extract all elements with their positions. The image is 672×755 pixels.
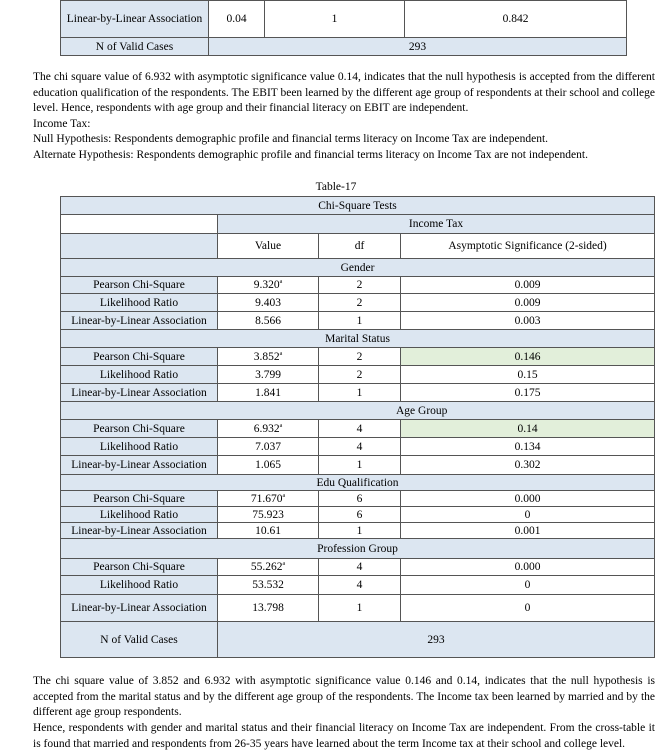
table-row: [61, 595, 655, 622]
interpretation-paragraph: The chi square value of 3.852 and 6.932 with asymptotic significance value 0.146 and 0.14, indicates that the null hypothesis is accepted from the marital status and by the different age group of the respondents. The Income tax been learned by married and by the different age group respondents.: [33, 675, 655, 718]
df-cell: 4: [319, 420, 401, 438]
row-label: Likelihood Ratio: [61, 294, 218, 312]
sig-cell-highlighted: 0.14: [401, 420, 655, 438]
row-label: N of Valid Cases: [61, 622, 218, 658]
table-row: [61, 1, 627, 38]
value-cell: 1.065: [218, 456, 319, 475]
section-row: [61, 475, 655, 491]
row-label: Likelihood Ratio: [61, 507, 218, 523]
sig-cell: 0: [401, 507, 655, 523]
sig-cell-highlighted: 0.146: [401, 348, 655, 366]
table-row: [61, 576, 655, 595]
df-cell: 4: [319, 438, 401, 456]
column-header-df: df: [319, 234, 401, 259]
sig-cell: 0.001: [401, 523, 655, 539]
valid-cases-value: 293: [218, 622, 655, 658]
sig-cell: 0.000: [401, 491, 655, 507]
row-label: Linear-by-Linear Association: [61, 523, 218, 539]
row-label: Pearson Chi-Square: [61, 420, 218, 438]
sig-cell: 0.175: [401, 384, 655, 402]
valid-cases-value: 293: [209, 38, 627, 56]
sig-cell: 0.15: [401, 366, 655, 384]
table-row: [61, 438, 655, 456]
group-header: Income Tax: [218, 215, 655, 234]
section-name-gender: Gender: [61, 259, 655, 277]
sig-cell: 0: [401, 576, 655, 595]
blank-cell: [61, 234, 218, 259]
table-row: [61, 456, 655, 475]
row-label: Linear-by-Linear Association: [61, 312, 218, 330]
value-cell: 0.04: [209, 1, 265, 38]
section-row: [61, 330, 655, 348]
section-row: [61, 539, 655, 559]
table-title-row: [61, 197, 655, 215]
column-header-sig: Asymptotic Significance (2-sided): [401, 234, 655, 259]
table-caption: Table-17: [315, 181, 357, 193]
alternate-hypothesis: Alternate Hypothesis: Respondents demographic profile and financial terms literacy on Income Tax are not independent.: [33, 149, 588, 161]
section-name-profession-group: Profession Group: [61, 539, 655, 559]
table-row: [61, 312, 655, 330]
row-label: Likelihood Ratio: [61, 576, 218, 595]
sig-cell: 0.302: [401, 456, 655, 475]
df-cell: 1: [319, 523, 401, 539]
table-row: [61, 294, 655, 312]
sig-cell: 0.009: [401, 277, 655, 294]
value-cell: 10.61: [218, 523, 319, 539]
value-cell: 55.262$^a$: [218, 559, 319, 576]
column-header-row: [61, 234, 655, 259]
table-row: [61, 348, 655, 366]
sig-cell: 0.009: [401, 294, 655, 312]
value-cell: 7.037: [218, 438, 319, 456]
df-cell: 1: [319, 595, 401, 622]
sig-cell: 0.000: [401, 559, 655, 576]
df-cell: 4: [319, 559, 401, 576]
section-heading: Income Tax:: [33, 118, 91, 130]
table-row: [61, 559, 655, 576]
df-cell: 4: [319, 576, 401, 595]
sig-cell: 0.134: [401, 438, 655, 456]
value-cell: 3.852$^a$: [218, 348, 319, 366]
row-label: Likelihood Ratio: [61, 366, 218, 384]
sig-cell: 0: [401, 595, 655, 622]
df-cell: 1: [265, 1, 405, 38]
null-hypothesis: Null Hypothesis: Respondents demographic profile and financial terms literacy on Income Tax are independent.: [33, 133, 549, 145]
sig-cell: 0.003: [401, 312, 655, 330]
row-label: Linear-by-Linear Association: [61, 384, 218, 402]
section-row: [61, 259, 655, 277]
blank-cell: [61, 215, 218, 234]
section-name-edu-qualification: Edu Qualification: [61, 475, 655, 491]
table-title: Chi-Square Tests: [61, 197, 655, 215]
table-row: [61, 523, 655, 539]
value-cell: 8.566: [218, 312, 319, 330]
value-cell: 9.403: [218, 294, 319, 312]
row-label: Pearson Chi-Square: [61, 491, 218, 507]
value-cell: 13.798: [218, 595, 319, 622]
value-cell: 3.799: [218, 366, 319, 384]
df-cell: 2: [319, 294, 401, 312]
valid-cases-row: [61, 622, 655, 658]
value-cell: 75.923: [218, 507, 319, 523]
df-cell: 1: [319, 384, 401, 402]
table-row: [61, 384, 655, 402]
sig-cell: 0.842: [405, 1, 627, 38]
chi-square-table: [60, 196, 655, 658]
table-row: [61, 420, 655, 438]
df-cell: 2: [319, 366, 401, 384]
section-name-age-group: Age Group: [61, 402, 655, 420]
section-name-marital-status: Marital Status: [61, 330, 655, 348]
row-label: Pearson Chi-Square: [61, 559, 218, 576]
value-cell: 71.670$^a$: [218, 491, 319, 507]
row-label: Pearson Chi-Square: [61, 277, 218, 294]
interpretation-paragraph: The chi square value of 6.932 with asymptotic significance value 0.14, indicates that the null hypothesis is accepted from the different education qualification of the respondents. The EBIT been learned by the different age group of respondents at their school and college level. Hence, respondents with age group and their financial literacy on EBIT are independent.: [33, 71, 655, 114]
df-cell: 2: [319, 277, 401, 294]
row-label: Pearson Chi-Square: [61, 348, 218, 366]
df-cell: 1: [319, 312, 401, 330]
table-row: [61, 277, 655, 294]
row-label: Linear-by-Linear Association: [61, 456, 218, 475]
df-cell: 1: [319, 456, 401, 475]
row-label: N of Valid Cases: [61, 38, 209, 56]
value-cell: 1.841: [218, 384, 319, 402]
table-row: [61, 507, 655, 523]
table-header-row: [61, 215, 655, 234]
value-cell: 53.532: [218, 576, 319, 595]
df-cell: 2: [319, 348, 401, 366]
table-row: [61, 491, 655, 507]
conclusion-paragraph: Hence, respondents with gender and marital status and their financial literacy on Income Tax are independent. From the cross-table it is found that married and respondents from 26-35 years have learned about the term Income tax at their school and college level.: [33, 722, 655, 750]
column-header-value: Value: [218, 234, 319, 259]
table-row: [61, 38, 627, 56]
value-cell: 9.320$^a$: [218, 277, 319, 294]
value-cell: 6.932$^a$: [218, 420, 319, 438]
df-cell: 6: [319, 507, 401, 523]
previous-table-fragment: [60, 0, 627, 56]
row-label: Likelihood Ratio: [61, 438, 218, 456]
row-label: Linear-by-Linear Association: [61, 595, 218, 622]
table-row: [61, 366, 655, 384]
row-label: Linear-by-Linear Association: [61, 1, 209, 38]
df-cell: 6: [319, 491, 401, 507]
section-row: [61, 402, 655, 420]
